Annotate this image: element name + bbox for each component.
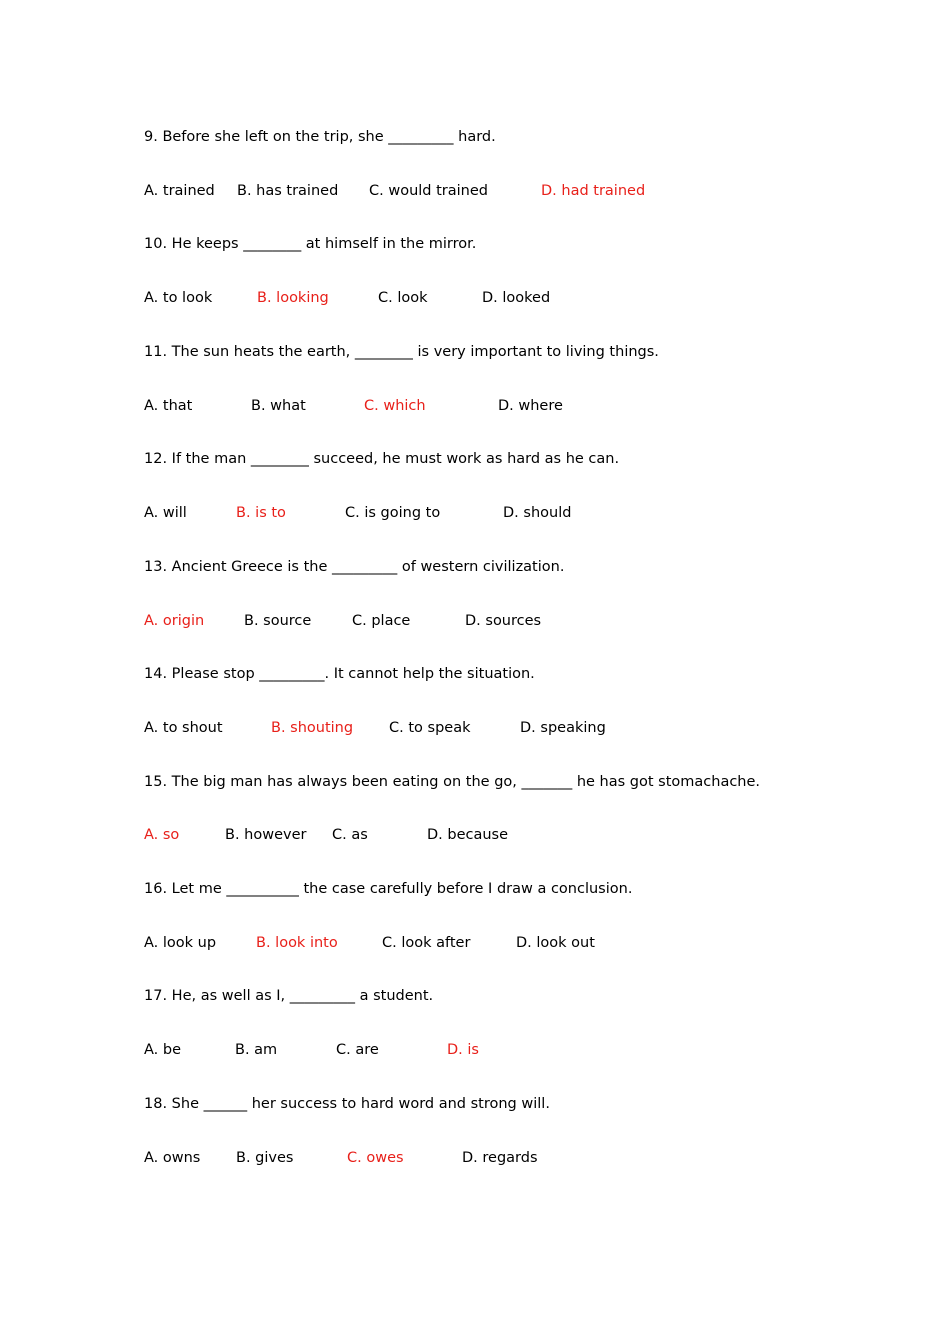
option-13-a-answer: A. origin xyxy=(144,613,205,629)
options-11 xyxy=(144,396,563,416)
option-15-a-answer: A. so xyxy=(144,827,180,843)
option-12-d: D. should xyxy=(503,505,572,521)
option-9-c: C. would trained xyxy=(369,183,488,199)
option-17-d-answer: D. is xyxy=(447,1042,479,1058)
option-11-c-answer: C. which xyxy=(364,398,426,414)
option-10-d: D. looked xyxy=(482,290,551,306)
option-15-c: C. as xyxy=(332,827,368,843)
question-12: 12. If the man ________ succeed, he must work as hard as he can. xyxy=(144,451,620,467)
option-10-a: A. to look xyxy=(144,290,213,306)
question-15: 15. The big man has always been eating on the go, _______ he has got stomachache. xyxy=(144,774,761,790)
option-18-a: A. owns xyxy=(144,1150,201,1166)
option-18-b: B. gives xyxy=(236,1150,294,1166)
option-13-d: D. sources xyxy=(465,613,542,629)
option-11-a: A. that xyxy=(144,398,193,414)
option-18-c-answer: C. owes xyxy=(347,1150,404,1166)
option-15-b: B. however xyxy=(225,827,307,843)
option-11-b: B. what xyxy=(251,398,306,414)
option-17-a: A. be xyxy=(144,1042,182,1058)
question-18: 18. She ______ her success to hard word and strong will. xyxy=(144,1096,550,1112)
option-10-b-answer: B. looking xyxy=(257,290,329,306)
options-15 xyxy=(144,825,509,845)
options-12 xyxy=(144,503,572,523)
options-16 xyxy=(144,933,595,953)
option-10-c: C. look xyxy=(378,290,428,306)
option-9-d-answer: D. had trained xyxy=(541,183,646,199)
question-17: 17. He, as well as I, _________ a student. xyxy=(144,988,434,1004)
option-12-a: A. will xyxy=(144,505,187,521)
option-16-c: C. look after xyxy=(382,935,471,951)
options-14 xyxy=(144,718,606,738)
option-14-c: C. to speak xyxy=(389,720,471,736)
option-12-c: C. is going to xyxy=(345,505,441,521)
option-14-b-answer: B. shouting xyxy=(271,720,354,736)
option-12-b-answer: B. is to xyxy=(236,505,286,521)
options-9 xyxy=(144,181,646,201)
question-13: 13. Ancient Greece is the _________ of western civilization. xyxy=(144,559,565,575)
option-17-b: B. am xyxy=(235,1042,278,1058)
option-11-d: D. where xyxy=(498,398,563,414)
options-13 xyxy=(144,611,542,631)
option-17-c: C. are xyxy=(336,1042,379,1058)
option-15-d: D. because xyxy=(427,827,509,843)
option-16-a: A. look up xyxy=(144,935,217,951)
option-13-b: B. source xyxy=(244,613,312,629)
option-18-d: D. regards xyxy=(462,1150,538,1166)
question-10: 10. He keeps ________ at himself in the mirror. xyxy=(144,236,477,252)
option-14-d: D. speaking xyxy=(520,720,606,736)
options-17 xyxy=(144,1040,479,1060)
question-14: 14. Please stop _________. It cannot help the situation. xyxy=(144,666,535,682)
option-9-a: A. trained xyxy=(144,183,215,199)
option-16-b-answer: B. look into xyxy=(256,935,338,951)
option-14-a: A. to shout xyxy=(144,720,223,736)
option-16-d: D. look out xyxy=(516,935,595,951)
options-10 xyxy=(144,288,551,308)
question-9: 9. Before she left on the trip, she _________ hard. xyxy=(144,129,496,145)
question-16: 16. Let me __________ the case carefully before I draw a conclusion. xyxy=(144,881,633,897)
option-9-b: B. has trained xyxy=(237,183,339,199)
options-18 xyxy=(144,1148,538,1168)
option-13-c: C. place xyxy=(352,613,411,629)
question-11: 11. The sun heats the earth, ________ is very important to living things. xyxy=(144,344,659,360)
